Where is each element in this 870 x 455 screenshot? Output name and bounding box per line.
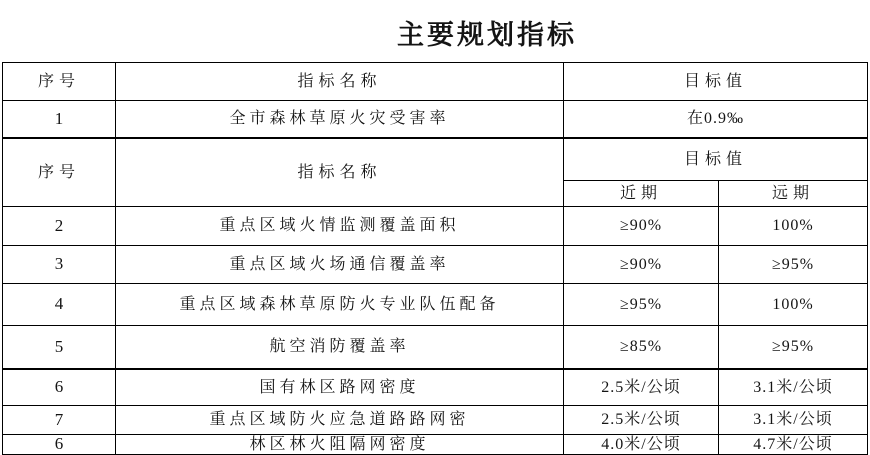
cell-long-term-value: 3.1米/公顷 [719, 369, 868, 406]
cell-long-term-value: 100% [719, 207, 868, 246]
planning-indicators-table [2, 62, 868, 455]
cell-indicator-name: 国有林区路网密度 [116, 369, 564, 406]
cell-near-term-value: ≥90% [564, 246, 719, 284]
cell-seq: 6 [3, 369, 116, 406]
cell-indicator-name: 重点区域森林草原防火专业队伍配备 [116, 284, 564, 326]
table-row [3, 326, 868, 370]
cell-seq: 5 [3, 326, 116, 370]
cell-long-term-value: 4.7米/公顷 [719, 435, 868, 455]
cell-long-term-value: 3.1米/公顷 [719, 406, 868, 435]
cell-indicator-name: 航空消防覆盖率 [116, 326, 564, 370]
cell-near-term-value: ≥85% [564, 326, 719, 370]
cell-indicator-name: 重点区域火情监测覆盖面积 [116, 207, 564, 246]
cell-near-term-value: 2.5米/公顷 [564, 369, 719, 406]
table-row [3, 284, 868, 326]
table-row [3, 207, 868, 246]
cell-seq: 4 [3, 284, 116, 326]
cell-seq: 7 [3, 406, 116, 435]
cell-near-term-value: ≥90% [564, 207, 719, 246]
table-row [3, 406, 868, 435]
col-header-near-term: 近期 [564, 181, 719, 207]
cell-long-term-value: 100% [719, 284, 868, 326]
table-row [3, 101, 868, 139]
cell-seq: 1 [3, 101, 116, 139]
cell-seq: 6 [3, 435, 116, 455]
cell-long-term-value: ≥95% [719, 326, 868, 370]
col-header-indicator-name: 指标名称 [116, 138, 564, 207]
cell-indicator-name: 林区林火阻隔网密度 [116, 435, 564, 455]
cell-indicator-name: 全市森林草原火灾受害率 [116, 101, 564, 139]
cell-long-term-value: ≥95% [719, 246, 868, 284]
cell-indicator-name: 重点区域防火应急道路路网密 [116, 406, 564, 435]
table-row [3, 246, 868, 284]
col-header-indicator-name: 指标名称 [116, 63, 564, 101]
col-header-long-term: 远期 [719, 181, 868, 207]
cell-indicator-name: 重点区域火场通信覆盖率 [116, 246, 564, 284]
cell-seq: 3 [3, 246, 116, 284]
cell-seq: 2 [3, 207, 116, 246]
col-header-target-value: 目标值 [564, 63, 868, 101]
table-row [3, 369, 868, 406]
page-title: 主要规划指标 [397, 20, 577, 50]
col-header-target-value: 目标值 [564, 138, 868, 181]
cell-near-term-value: 4.0米/公顷 [564, 435, 719, 455]
cell-target-value: 在0.9‰ [564, 101, 868, 139]
header-row-2 [3, 138, 868, 181]
table-row [3, 435, 868, 455]
col-header-seq: 序号 [3, 63, 116, 101]
header-row-1 [3, 63, 868, 101]
col-header-seq: 序号 [3, 138, 116, 207]
cell-near-term-value: 2.5米/公顷 [564, 406, 719, 435]
cell-near-term-value: ≥95% [564, 284, 719, 326]
title-area [0, 0, 870, 62]
